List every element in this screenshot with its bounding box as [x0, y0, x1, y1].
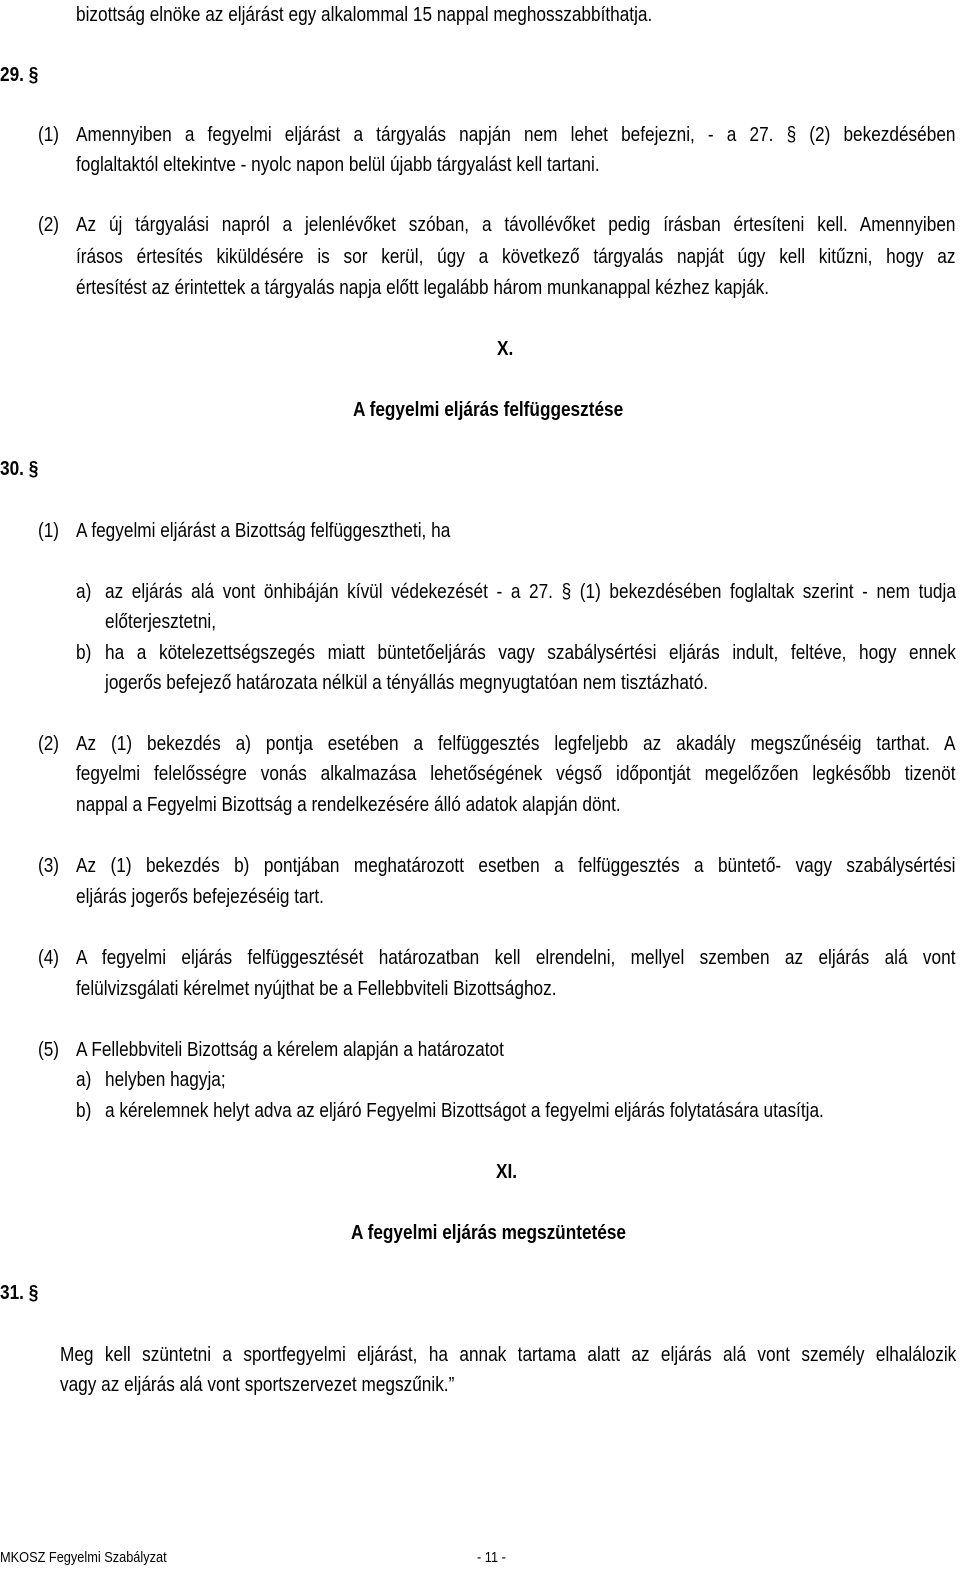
section-heading-31: 31. §: [0, 1281, 39, 1304]
chapter-number: X.: [497, 337, 514, 360]
paragraph-number: (1): [38, 123, 60, 146]
list-item-label: b): [76, 641, 92, 664]
list-item-text-line: jogerős befejező határozata nélkül a tényállás megnyugtatóan nem tisztázható.: [105, 671, 709, 694]
paragraph-number: (1): [38, 519, 60, 542]
paragraph-text-line: Amennyiben a fegyelmi eljárást a tárgyalás napján nem lehet befejezni, - a 27. § (2) bekezdésében: [76, 123, 956, 146]
list-item-text-line: előterjesztetni,: [105, 610, 217, 633]
paragraph-text-line: fegyelmi felelősségre vonás alkalmazása lehetőségének végső időpontját megelőzően legkésőbb tizenöt: [76, 762, 956, 785]
paragraph-text-line: A fegyelmi eljárást a Bizottság felfüggesztheti, ha: [76, 519, 451, 542]
section-heading-29: 29. §: [0, 63, 39, 86]
paragraph-text-line: eljárás jogerős befejezéséig tart.: [76, 885, 324, 908]
list-item-text-line: ha a kötelezettségszegés miatt büntetőeljárás vagy szabálysértési eljárás indult, feltéve, hogy ennek: [105, 641, 956, 664]
chapter-title: A fegyelmi eljárás felfüggesztése: [353, 398, 624, 421]
list-item-label: b): [76, 1099, 92, 1122]
paragraph-text-line: nappal a Fegyelmi Bizottság a rendelkezésére álló adatok alapján dönt.: [76, 793, 621, 816]
list-item-text-line: az eljárás alá vont önhibáján kívül védekezését - a 27. § (1) bekezdésében foglaltak szerint - nem tudja: [105, 580, 956, 603]
paragraph-number: (2): [38, 213, 60, 236]
paragraph-text-line: Meg kell szüntetni a sportfegyelmi eljárást, ha annak tartama alatt az eljárás alá vont személy elhalálozik: [60, 1343, 957, 1366]
paragraph-text-line: felülvizsgálati kérelmet nyújthat be a Fellebbviteli Bizottsághoz.: [76, 977, 557, 1000]
paragraph-text-line: Az új tárgyalási napról a jelenlévőket szóban, a távollévőket pedig írásban értesíteni kell. Amennyiben: [76, 213, 956, 236]
paragraph-text-line: vagy az eljárás alá vont sportszervezet megszűnik.”: [60, 1373, 455, 1396]
continuation-line: bizottság elnöke az eljárást egy alkalommal 15 nappal meghosszabbíthatja.: [76, 3, 653, 26]
footer-page-number: - 11 -: [477, 1550, 506, 1566]
paragraph-number: (4): [38, 946, 60, 969]
paragraph-text-line: A fegyelmi eljárás felfüggesztését határozatban kell elrendelni, mellyel szemben az eljárás alá vont: [76, 946, 956, 969]
list-item-label: a): [76, 1068, 92, 1091]
footer-document-title: MKOSZ Fegyelmi Szabályzat: [0, 1550, 167, 1566]
chapter-title: A fegyelmi eljárás megszüntetése: [351, 1221, 627, 1244]
paragraph-text-line: Az (1) bekezdés a) pontja esetében a felfüggesztés legfeljebb az akadály megszűnéséig tarthat. A: [76, 732, 956, 755]
section-heading-30: 30. §: [0, 457, 39, 480]
paragraph-number: (3): [38, 854, 60, 877]
paragraph-text-line: írásos értesítés kiküldésére is sor kerül, úgy a következő tárgyalás napját úgy kell kitűzni, hogy az: [76, 245, 956, 268]
paragraph-text-line: A Fellebbviteli Bizottság a kérelem alapján a határozatot: [76, 1038, 504, 1061]
list-item-text-line: a kérelemnek helyt adva az eljáró Fegyelmi Bizottságot a fegyelmi eljárás folytatására utasítja.: [105, 1099, 824, 1122]
paragraph-number: (5): [38, 1038, 60, 1061]
paragraph-text-line: foglaltaktól eltekintve - nyolc napon belül újabb tárgyalást kell tartani.: [76, 153, 600, 176]
list-item-label: a): [76, 580, 92, 603]
list-item-text-line: helyben hagyja;: [105, 1068, 226, 1091]
chapter-number: XI.: [496, 1160, 518, 1183]
paragraph-text-line: értesítést az érintettek a tárgyalás napja előtt legalább három munkanappal kézhez kapják.: [76, 276, 770, 299]
paragraph-text-line: Az (1) bekezdés b) pontjában meghatározott esetben a felfüggesztés a büntető- vagy szabálysértési: [76, 854, 956, 877]
paragraph-number: (2): [38, 732, 60, 755]
